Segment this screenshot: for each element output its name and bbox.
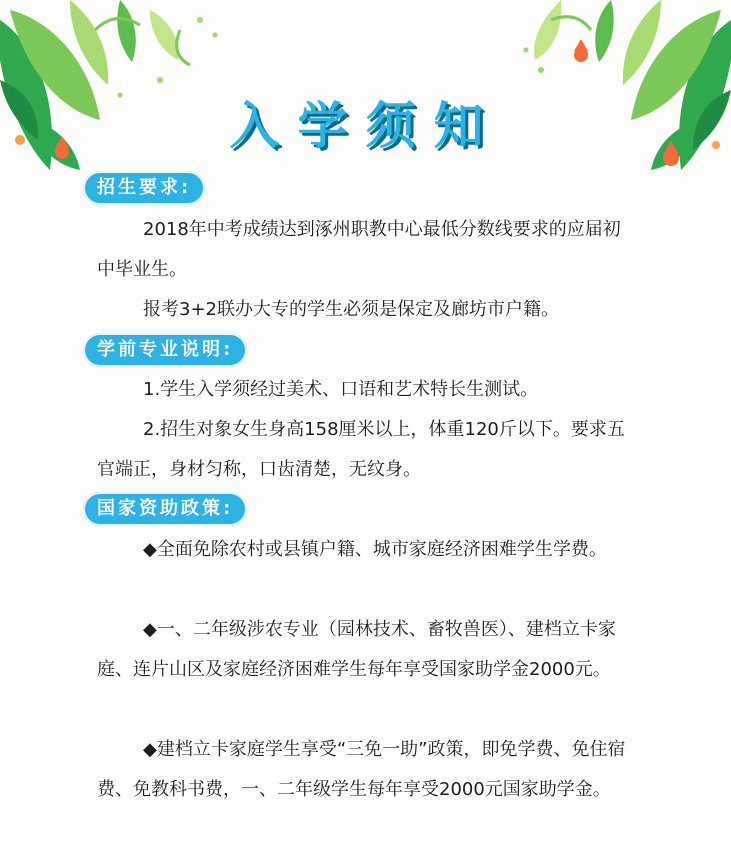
- paragraph: 2018年中考成绩达到涿州职教中心最低分数线要求的应届初中毕业生。: [97, 219, 621, 280]
- paragraph: 1.学生入学须经过美术、口语和艺术特长生测试。: [143, 379, 539, 400]
- section-heading-admission-requirements: 招生要求:: [83, 171, 205, 205]
- paragraph: ◆一、二年级涉农专业（园林技术、畜牧兽医）、建档立卡家庭、连片山区及家庭经济困难学生每年享受国家助学金2000元。: [97, 619, 616, 680]
- paragraph: ◆建档立卡家庭学生享受“三免一助”政策，即免学费、免住宿费、免教科书费，一、二年级学生每年享受2000元国家助学金。: [97, 739, 626, 800]
- section-heading-funding-policy: 国家资助政策:: [83, 492, 247, 526]
- section-heading-major-notes: 学前专业说明:: [83, 333, 247, 367]
- paragraph: 2.招生对象女生身高158厘米以上，体重120斤以下。要求五官端正，身材匀称，口齿清楚，无纹身。: [97, 419, 625, 480]
- page-title: 入学须知: [229, 97, 502, 155]
- paragraph: 报考3+2联办大专的学生必须是保定及廊坊市户籍。: [143, 299, 559, 320]
- paragraph: ◆全面免除农村或县镇户籍、城市家庭经济困难学生学费。: [143, 539, 607, 560]
